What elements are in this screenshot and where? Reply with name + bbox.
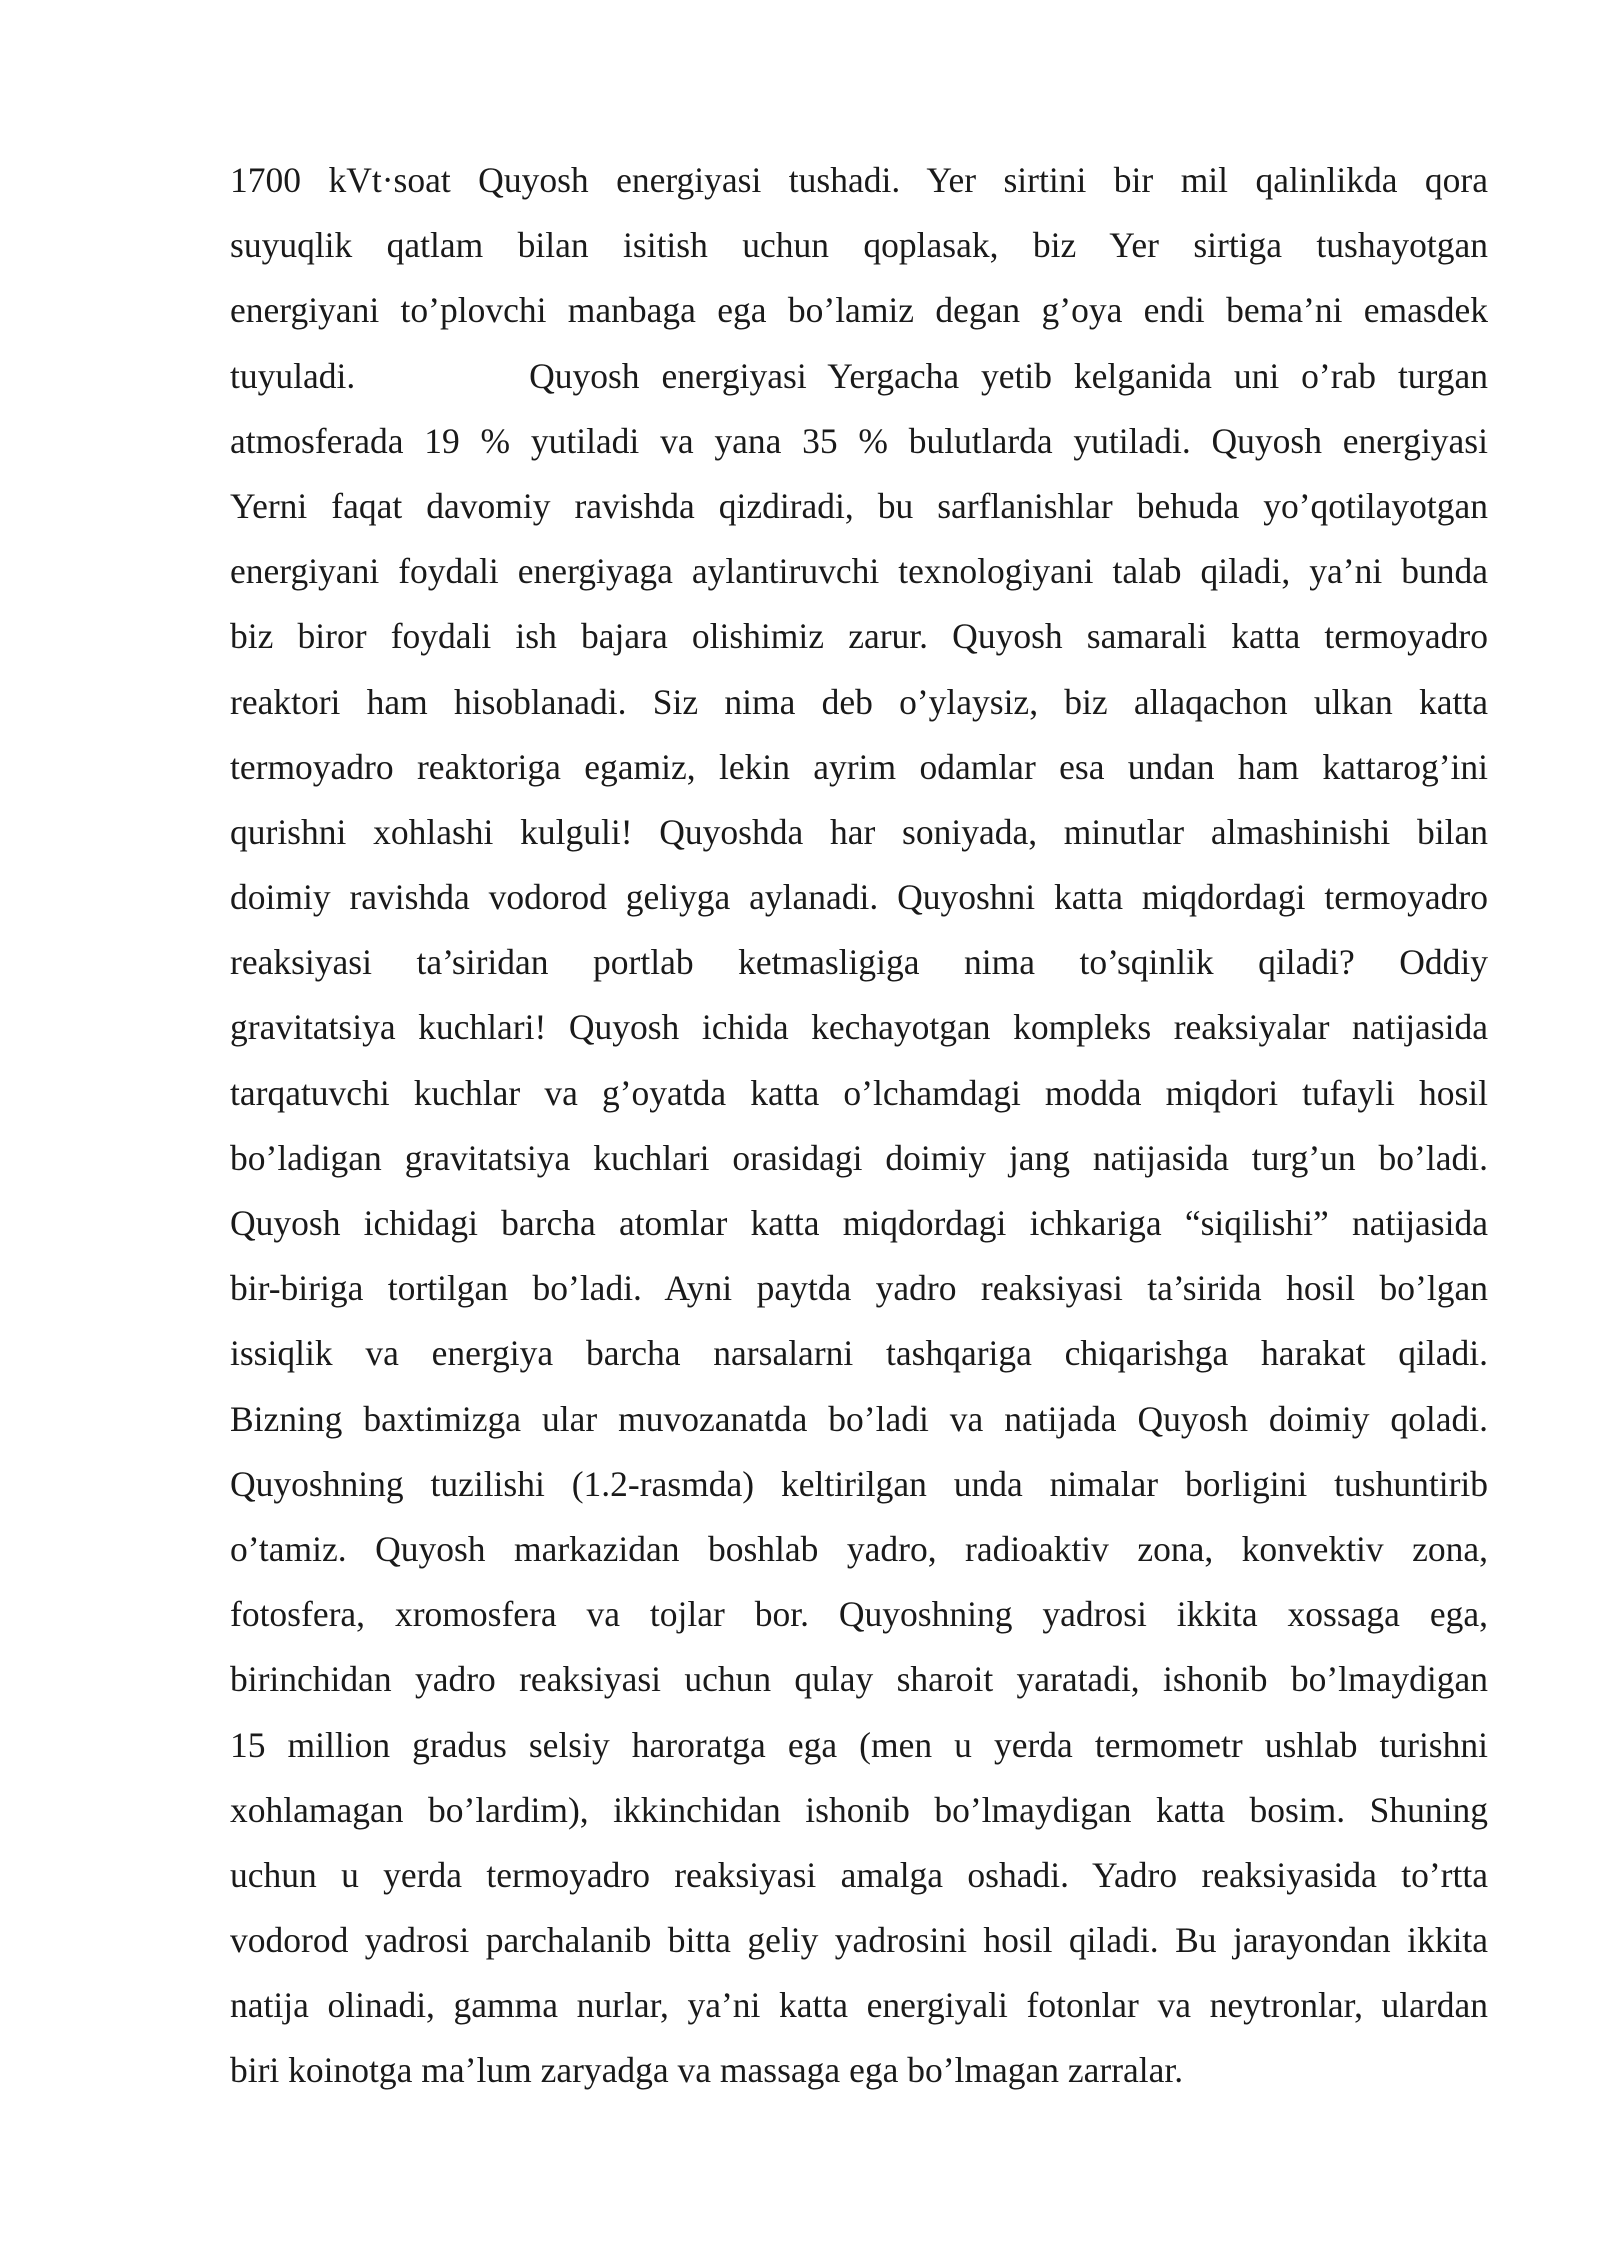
text-line: biri koinotga ma’lum zaryadga va massaga ega bo’lmagan zarralar. <box>230 2050 1184 2091</box>
text-line: uchun u yerda termoyadro reaksiyasi amalga oshadi. Yadro reaksiyasida to’rtta <box>230 1854 1488 1895</box>
text-line: 15 million gradus selsiy haroratga ega (men u yerda termometr ushlab turishni <box>230 1724 1488 1765</box>
text-line <box>230 344 1488 409</box>
text-line: Bizning baxtimizga ular muvozanatda bo’ladi va natijada Quyosh doimiy qoladi. <box>230 1398 1488 1439</box>
text-line: qurishni xohlashi kulguli! Quyoshda har soniyada, minutlar almashinishi bilan <box>230 811 1488 852</box>
text-line: Quyoshning tuzilishi (1.2-rasmda) keltirilgan unda nimalar borligini tushuntirib <box>230 1463 1488 1504</box>
text-fragment: Quyosh energiyasi Yergacha yetib kelganida uni o’rab turgan <box>529 355 1488 396</box>
text-line: vodorod yadrosi parchalanib bitta geliy yadrosini hosil qiladi. Bu jarayondan ikkita <box>230 1920 1488 1961</box>
text-line: biz biror foydali ish bajara olishimiz zarur. Quyosh samarali katta termoyadro <box>230 616 1488 657</box>
text-line: xohlamagan bo’lardim), ikkinchidan ishonib bo’lmaydigan katta bosim. Shuning <box>230 1789 1488 1830</box>
text-line: tarqatuvchi kuchlar va g’oyatda katta o’lchamdagi modda miqdori tufayli hosil <box>230 1072 1488 1113</box>
text-line: suyuqlik qatlam bilan isitish uchun qoplasak, biz Yer sirtiga tushayotgan <box>230 225 1488 266</box>
text-line: fotosfera, xromosfera va tojlar bor. Quyoshning yadrosi ikkita xossaga ega, <box>230 1594 1488 1635</box>
text-fragment: tuyuladi. <box>230 355 356 396</box>
text-line: bir-biriga tortilgan bo’ladi. Ayni paytda yadro reaksiyasi ta’sirida hosil bo’lgan <box>230 1268 1488 1309</box>
text-line: termoyadro reaktoriga egamiz, lekin ayrim odamlar esa undan ham kattarog’ini <box>230 746 1488 787</box>
text-line: Quyosh ichidagi barcha atomlar katta miqdordagi ichkariga “siqilishi” natijasida <box>230 1203 1488 1243</box>
body-text <box>230 148 1488 2104</box>
text-line: birinchidan yadro reaksiyasi uchun qulay sharoit yaratadi, ishonib bo’lmaydigan <box>230 1659 1488 1700</box>
text-line: atmosferada 19 % yutiladi va yana 35 % bulutlarda yutiladi. Quyosh energiyasi <box>230 420 1488 461</box>
text-line: gravitatsiya kuchlari! Quyosh ichida kechayotgan kompleks reaksiyalar natijasida <box>230 1007 1488 1048</box>
text-line: reaktori ham hisoblanadi. Siz nima deb o’ylaysiz, biz allaqachon ulkan katta <box>230 681 1488 722</box>
text-line: energiyani foydali energiyaga aylantiruvchi texnologiyani talab qiladi, ya’ni bunda <box>230 551 1488 592</box>
text-line: reaksiyasi ta’siridan portlab ketmasligiga nima to’sqinlik qiladi? Oddiy <box>230 942 1488 983</box>
text-line: bo’ladigan gravitatsiya kuchlari orasidagi doimiy jang natijasida turg’un bo’ladi. <box>230 1137 1488 1178</box>
text-line: o’tamiz. Quyosh markazidan boshlab yadro, radioaktiv zona, konvektiv zona, <box>230 1528 1488 1569</box>
text-line: Yerni faqat davomiy ravishda qizdiradi, bu sarflanishlar behuda yo’qotilayotgan <box>230 485 1488 526</box>
text-line: issiqlik va energiya barcha narsalarni tashqariga chiqarishga harakat qiladi. <box>230 1333 1488 1374</box>
text-line: doimiy ravishda vodorod geliyga aylanadi. Quyoshni katta miqdordagi termoyadro <box>230 877 1488 918</box>
text-line: energiyani to’plovchi manbaga ega bo’lamiz degan g’oya endi bema’ni emasdek <box>230 290 1488 331</box>
text-line: 1700 kVt·soat Quyosh energiyasi tushadi. Yer sirtini bir mil qalinlikda qora <box>230 160 1488 200</box>
text-line: natija olinadi, gamma nurlar, ya’ni katta energiyali fotonlar va neytronlar, ulardan <box>230 1985 1488 2026</box>
